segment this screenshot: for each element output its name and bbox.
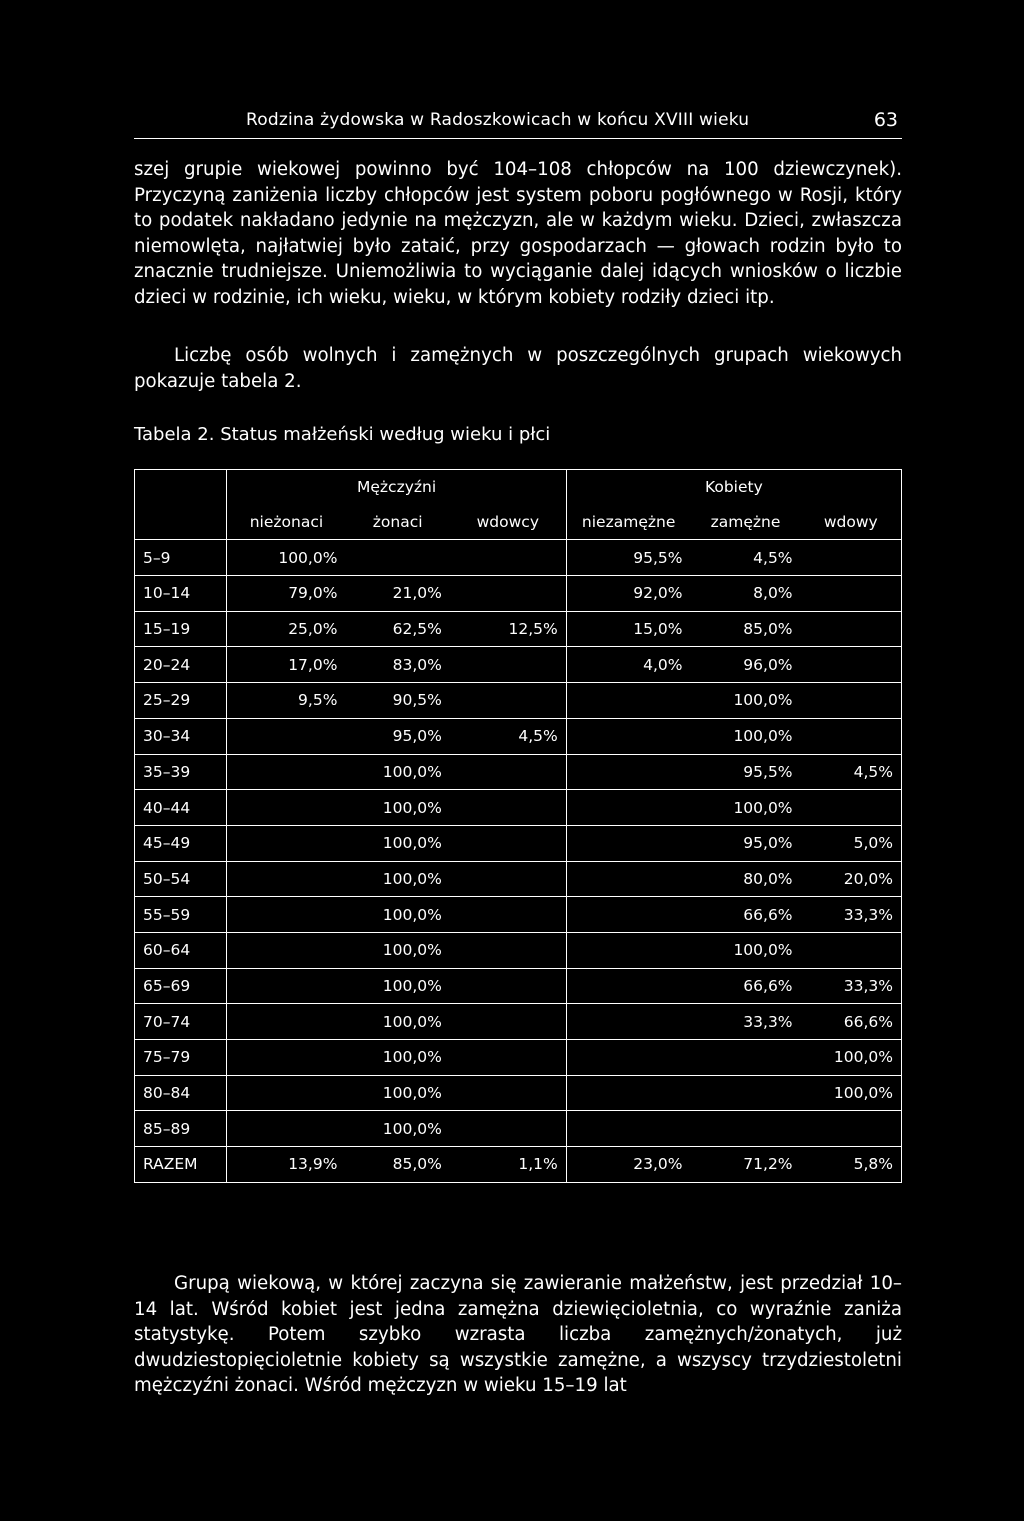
table-cell — [227, 1040, 346, 1076]
age-group-cell: 45–49 — [135, 825, 227, 861]
age-group-cell: 50–54 — [135, 861, 227, 897]
table-group-header — [135, 470, 902, 505]
table-cell: 23,0% — [566, 1147, 690, 1183]
table-cell: 8,0% — [691, 576, 801, 612]
table-cell: 100,0% — [801, 1075, 902, 1111]
table-row — [135, 754, 902, 790]
table-row — [135, 1075, 902, 1111]
table-cell: 4,5% — [801, 754, 902, 790]
age-group-cell: 60–64 — [135, 932, 227, 968]
table-cell — [450, 968, 566, 1004]
age-group-cell: 75–79 — [135, 1040, 227, 1076]
table-row — [135, 968, 902, 1004]
table-cell — [566, 1004, 690, 1040]
table-cell: 92,0% — [566, 576, 690, 612]
table-cell: 100,0% — [691, 932, 801, 968]
table-cell — [801, 718, 902, 754]
table-row — [135, 1040, 902, 1076]
table-cell — [566, 790, 690, 826]
table-cell — [801, 540, 902, 576]
column-header: nieżonaci — [227, 505, 346, 540]
paragraph-1: szej grupie wiekowej powinno być 104–108 chłopców na 100 dziewczynek). Przyczyną zaniżenia liczby chłopców jest system poboru pogłównego w Rosji, który to podatek nakładano jedynie na mężczyzn, ale w każdym wieku. Dzieci, zwłaszcza niemowlęta, najłatwiej było zataić, przy gospodarzach — głowach rodzin było to znacznie trudniejsze. Uniemożliwia to wyciąganie dalej idących wniosków o liczbie dzieci w rodzinie, ich wieku, wieku, w którym kobiety rodziły dzieci itp. — [134, 159, 902, 308]
age-group-cell: 5–9 — [135, 540, 227, 576]
table-cell: 33,3% — [801, 968, 902, 1004]
column-header: wdowcy — [450, 505, 566, 540]
table-row — [135, 932, 902, 968]
table-row — [135, 683, 902, 719]
table-row — [135, 718, 902, 754]
table-row — [135, 897, 902, 933]
table-cell: 90,5% — [345, 683, 449, 719]
table-cell — [227, 1004, 346, 1040]
table-column-header — [135, 505, 902, 540]
table-cell — [450, 1040, 566, 1076]
table-cell — [801, 790, 902, 826]
table-cell — [566, 1040, 690, 1076]
page-number: 63 — [873, 109, 898, 131]
table-cell — [801, 1111, 902, 1147]
age-group-cell: 30–34 — [135, 718, 227, 754]
table-cell: 95,5% — [566, 540, 690, 576]
age-group-cell: 35–39 — [135, 754, 227, 790]
table-cell — [801, 683, 902, 719]
table-cell: 95,0% — [345, 718, 449, 754]
age-group-cell: 55–59 — [135, 897, 227, 933]
table-cell: 21,0% — [345, 576, 449, 612]
age-group-cell: 10–14 — [135, 576, 227, 612]
age-group-cell: 20–24 — [135, 647, 227, 683]
marital-status-table — [134, 469, 902, 1183]
table-cell — [450, 1075, 566, 1111]
table-cell — [566, 968, 690, 1004]
table-cell — [227, 790, 346, 826]
table-cell: 100,0% — [345, 968, 449, 1004]
table-cell: 5,8% — [801, 1147, 902, 1183]
table-cell: 100,0% — [345, 1004, 449, 1040]
column-header: wdowy — [801, 505, 902, 540]
table-cell: 66,6% — [801, 1004, 902, 1040]
table-cell: 4,5% — [691, 540, 801, 576]
table-cell — [450, 576, 566, 612]
running-title: Rodzina żydowska w Radoszkowicach w końcu XVIII wieku — [246, 110, 750, 130]
table-cell: 66,6% — [691, 897, 801, 933]
table-cell — [227, 1111, 346, 1147]
paragraph-2: Liczbę osób wolnych i zamężnych w poszczególnych grupach wiekowych pokazuje tabela 2. — [134, 345, 902, 392]
paragraph-3: Grupą wiekową, w której zaczyna się zawieranie małżeństw, jest przedział 10–14 lat. Wśród kobiet jest jedna zamężna dziewięcioletnia, co wyraźnie zaniża statystykę. Potem szybko wzrasta liczba zamężnych/żonatych, już dwudziestopięcioletnie kobiety są wszystkie zamężne, a wszyscy trzydziestoletni mężczyźni żonaci. Wśród mężczyzn w wieku 15–19 lat — [134, 1273, 902, 1397]
table-row — [135, 611, 902, 647]
table-cell: 100,0% — [345, 790, 449, 826]
table-cell: 100,0% — [801, 1040, 902, 1076]
table-cell: 83,0% — [345, 647, 449, 683]
table-cell: 62,5% — [345, 611, 449, 647]
table-cell — [691, 1075, 801, 1111]
table-cell — [450, 790, 566, 826]
table-row — [135, 825, 902, 861]
table-cell: 9,5% — [227, 683, 346, 719]
table-cell — [227, 968, 346, 1004]
table-cell — [450, 897, 566, 933]
table-cell — [450, 1111, 566, 1147]
table-cell — [566, 683, 690, 719]
table-cell — [566, 718, 690, 754]
table-row — [135, 576, 902, 612]
age-group-cell: 15–19 — [135, 611, 227, 647]
table-cell — [566, 754, 690, 790]
age-group-cell: 70–74 — [135, 1004, 227, 1040]
table-cell — [450, 825, 566, 861]
table-cell: 85,0% — [691, 611, 801, 647]
table-cell — [801, 932, 902, 968]
table-cell — [227, 718, 346, 754]
table-cell — [801, 647, 902, 683]
table-row — [135, 540, 902, 576]
table-cell: 100,0% — [691, 718, 801, 754]
table-cell: 79,0% — [227, 576, 346, 612]
table-cell: 95,5% — [691, 754, 801, 790]
table-cell — [566, 1111, 690, 1147]
table-cell — [566, 825, 690, 861]
table-cell — [450, 932, 566, 968]
table-cell: 15,0% — [566, 611, 690, 647]
table-row — [135, 790, 902, 826]
table-cell: 100,0% — [345, 825, 449, 861]
table-cell — [801, 611, 902, 647]
table-cell — [566, 897, 690, 933]
table-row — [135, 861, 902, 897]
table-cell: 100,0% — [345, 897, 449, 933]
table-cell: 71,2% — [691, 1147, 801, 1183]
age-group-cell: 80–84 — [135, 1075, 227, 1111]
table-cell: 33,3% — [691, 1004, 801, 1040]
table-cell — [227, 897, 346, 933]
column-header: zamężne — [691, 505, 801, 540]
table-corner-cell — [135, 470, 227, 540]
table-cell: 96,0% — [691, 647, 801, 683]
table-row — [135, 1147, 902, 1183]
table-cell: 85,0% — [345, 1147, 449, 1183]
table-cell — [801, 576, 902, 612]
table-cell: 100,0% — [345, 1075, 449, 1111]
table-cell: 100,0% — [345, 861, 449, 897]
group-header-women: Kobiety — [566, 470, 901, 505]
table-cell: 100,0% — [345, 1111, 449, 1147]
table-cell: 95,0% — [691, 825, 801, 861]
table-cell: 100,0% — [691, 790, 801, 826]
table-row — [135, 1111, 902, 1147]
group-header-men: Mężczyźni — [227, 470, 566, 505]
table-cell: 100,0% — [691, 683, 801, 719]
age-group-cell: RAZEM — [135, 1147, 227, 1183]
table-cell: 4,0% — [566, 647, 690, 683]
table-cell — [450, 861, 566, 897]
table-cell — [566, 932, 690, 968]
table-cell: 66,6% — [691, 968, 801, 1004]
table-cell — [450, 754, 566, 790]
table-cell: 20,0% — [801, 861, 902, 897]
table-cell — [450, 1004, 566, 1040]
table-cell — [345, 540, 449, 576]
table-row — [135, 1004, 902, 1040]
table-cell: 13,9% — [227, 1147, 346, 1183]
age-group-cell: 40–44 — [135, 790, 227, 826]
age-group-cell: 25–29 — [135, 683, 227, 719]
table-cell: 100,0% — [345, 1040, 449, 1076]
table-cell — [227, 754, 346, 790]
column-header: niezamężne — [566, 505, 690, 540]
table-cell: 25,0% — [227, 611, 346, 647]
table-cell: 100,0% — [227, 540, 346, 576]
table-cell — [227, 861, 346, 897]
table-cell — [566, 861, 690, 897]
table-cell — [450, 683, 566, 719]
table-cell — [691, 1040, 801, 1076]
table-cell — [227, 825, 346, 861]
table-cell: 4,5% — [450, 718, 566, 754]
table-cell: 33,3% — [801, 897, 902, 933]
table-caption: Tabela 2. Status małżeński według wieku i płci — [134, 424, 551, 445]
table-cell: 12,5% — [450, 611, 566, 647]
table-cell: 5,0% — [801, 825, 902, 861]
table-cell: 80,0% — [691, 861, 801, 897]
table-row — [135, 647, 902, 683]
table-cell: 1,1% — [450, 1147, 566, 1183]
age-group-cell: 85–89 — [135, 1111, 227, 1147]
table-cell: 17,0% — [227, 647, 346, 683]
age-group-cell: 65–69 — [135, 968, 227, 1004]
table-cell — [227, 1075, 346, 1111]
table-cell — [227, 932, 346, 968]
table-cell: 100,0% — [345, 754, 449, 790]
table-cell — [450, 540, 566, 576]
table-cell: 100,0% — [345, 932, 449, 968]
running-header — [134, 106, 902, 139]
table-cell — [450, 647, 566, 683]
table-cell — [691, 1111, 801, 1147]
column-header: żonaci — [345, 505, 449, 540]
table-cell — [566, 1075, 690, 1111]
